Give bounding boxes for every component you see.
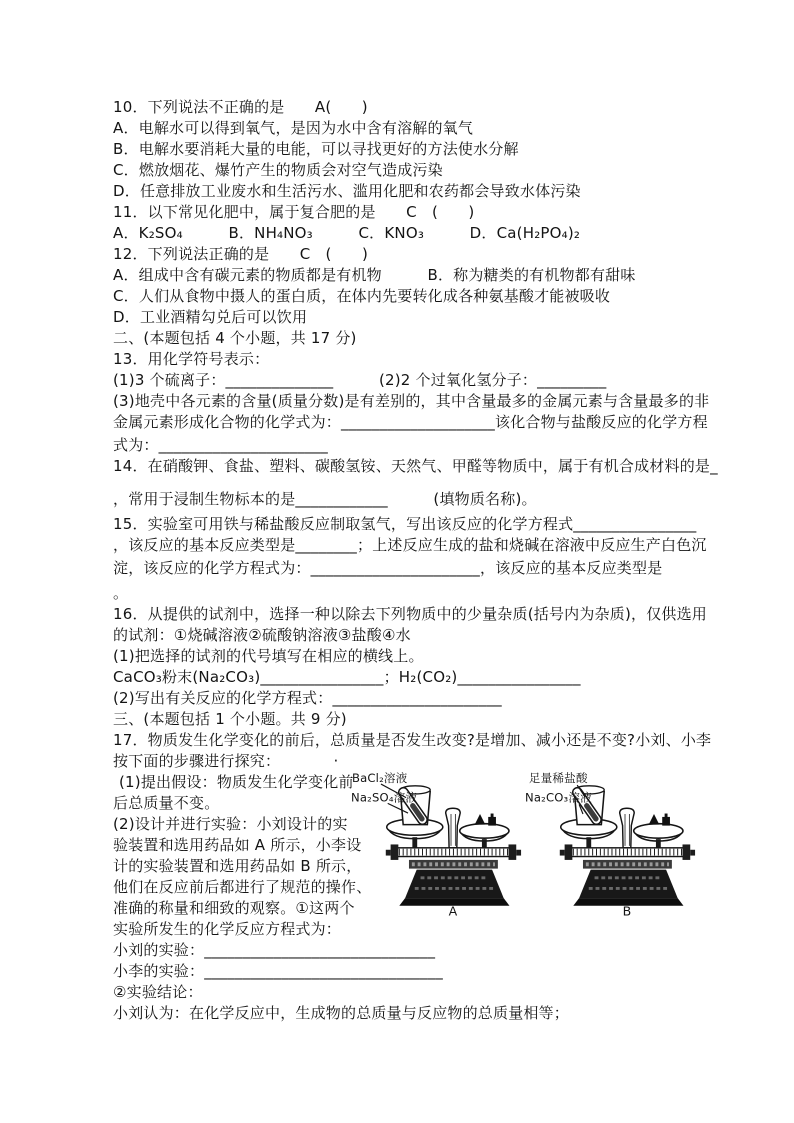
q17-xiaoliu-equation-blank: 小刘的实验：______________________________ (113, 941, 436, 959)
question-13-part3-line3: 式为：______________________ (113, 436, 329, 454)
q17-conclusion-header: ②实验结论： (113, 983, 203, 1001)
question-10-option-b: B．电解水要消耗大量的电能，可以寻找更好的方法使水分解 (113, 140, 519, 158)
q17-design-line1: (2)设计并进行实验：小刘设计的实 (113, 815, 348, 833)
experiment-figure (351, 764, 699, 926)
question-10-option-a: A．电解水可以得到氧气，是因为水中含有溶解的氧气 (113, 119, 474, 137)
question-12-option-c: C．人们从食物中摄人的蛋白质，在体内先要转化成各种氨基酸才能被吸收 (113, 287, 611, 305)
balance-scale-b (525, 764, 697, 924)
reagent-label-hcl: 足量稀盐酸 (528, 771, 588, 786)
question-15-line3: 淀，该反应的化学方程式为：______________________，该反应的基本反应类型是 (113, 559, 663, 577)
q17-xiaoliu-conclusion: 小刘认为：在化学反应中，生成物的总质量与反应物的总质量相等； (113, 1004, 570, 1022)
question-12: 12．下列说法正确的是 C ( ) (113, 245, 369, 263)
reagent-label-na2co3: Na₂CO₃溶液 (525, 790, 592, 805)
q17-design-line2: 验装置和选用药品如 A 所示，小李设 (113, 836, 362, 854)
balance-scale-b-illustration (525, 764, 697, 922)
question-17-line1: 17．物质发生化学变化的前后，总质量是否发生改变?是增加、减小还是不变?小刘、小李 (113, 731, 712, 749)
question-11: 11．以下常见化肥中，属于复合肥的是 C ( ) (113, 203, 475, 221)
question-13-blanks-1-2: (1)3 个硫离子：______________ (2)2 个过氧化氢分子：_________ (113, 371, 607, 389)
q17-design-line6: 实验所发生的化学反应方程式为： (113, 920, 342, 938)
question-16-line1: 16．从提供的试剂中，选择一种以除去下列物质中的少量杂质(括号内为杂质)，仅供选用 (113, 605, 707, 623)
reagent-label-bacl2: BaCl₂溶液 (351, 771, 408, 786)
question-16-part2: (2)写出有关反应的化学方程式：______________________ (113, 689, 502, 707)
section-2-header: 二、(本题包括 4 个小题，共 17 分) (113, 329, 357, 347)
question-13-part3-line1: (3)地壳中各元素的含量(质量分数)是有差别的，其中含量最多的金属元素与含量最多的非 (113, 392, 710, 410)
question-15-line1: 15．实验室可用铁与稀盐酸反应制取氢气，写出该反应的化学方程式________________ (113, 515, 697, 533)
question-14-line2: ，常用于浸制生物标本的是____________ (填物质名称)。 (113, 490, 537, 508)
question-10-option-d: D．任意排放工业废水和生活污水、滥用化肥和农药都会导致水体污染 (113, 182, 581, 200)
question-17-line2: 按下面的步骤进行探究： · (113, 752, 339, 770)
question-16-blanks: CaCO₃粉末(Na₂CO₃)________________；H₂(CO₂)________________ (113, 668, 581, 686)
question-14-line1: 14．在硝酸钾、食盐、塑料、碳酸氢铵、天然气、甲醛等物质中，属于有机合成材料的是_ (113, 457, 718, 475)
question-11-options: A．K₂SO₄ B．NH₄NO₃ C．KNO₃ D．Ca(H₂PO₄)₂ (113, 224, 581, 242)
section-3-header: 三、(本题包括 1 个小题。共 9 分) (113, 710, 347, 728)
q17-design-line3: 计的实验装置和选用药品如 B 所示， (113, 857, 362, 875)
question-15-line4: 。 (113, 584, 129, 602)
question-17-body (113, 772, 695, 940)
question-13-part3-line2: 金属元素形成化合物的化学式为：____________________该化合物与盐酸反应的化学方程 (113, 413, 708, 431)
balance-scale-a-illustration (351, 764, 523, 922)
q17-design-line4: 他们在反应前后都进行了规范的操作、 (113, 878, 372, 896)
figure-caption-a: A (448, 903, 458, 919)
figure-caption-b: B (622, 903, 632, 919)
q17-xiaoli-equation-blank: 小李的实验：_______________________________ (113, 962, 443, 980)
q17-design-line5: 准确的称量和细致的观察。①这两个 (113, 899, 355, 917)
question-15-line2: ，该反应的基本反应类型是________；上述反应生成的盐和烧碱在溶液中反应生产白色沉 (113, 536, 707, 554)
exam-content (113, 97, 718, 1024)
question-12-options-ab: A．组成中含有碳元素的物质都是有机物 B．称为糖类的有机物都有甜味 (113, 266, 636, 284)
reagent-label-na2so4: Na₂SO₄溶液 (351, 790, 418, 805)
question-16-line2: 的试剂：①烧碱溶液②硫酸钠溶液③盐酸④水 (113, 626, 411, 644)
q17-hypothesis-line1: (1)提出假设：物质发生化学变化前 (119, 773, 354, 791)
question-10-option-c: C．燃放烟花、爆竹产生的物质会对空气造成污染 (113, 161, 443, 179)
balance-scale-a (351, 764, 523, 924)
question-12-option-d: D．工业酒精勾兑后可以饮用 (113, 308, 308, 326)
question-13: 13．用化学符号表示： (113, 350, 270, 368)
question-16-part1: (1)把选择的试剂的代号填写在相应的横线上。 (113, 647, 424, 665)
question-10: 10．下列说法不正确的是 A( ) (113, 98, 368, 116)
q17-hypothesis-line2: 后总质量不变。 (113, 794, 220, 812)
